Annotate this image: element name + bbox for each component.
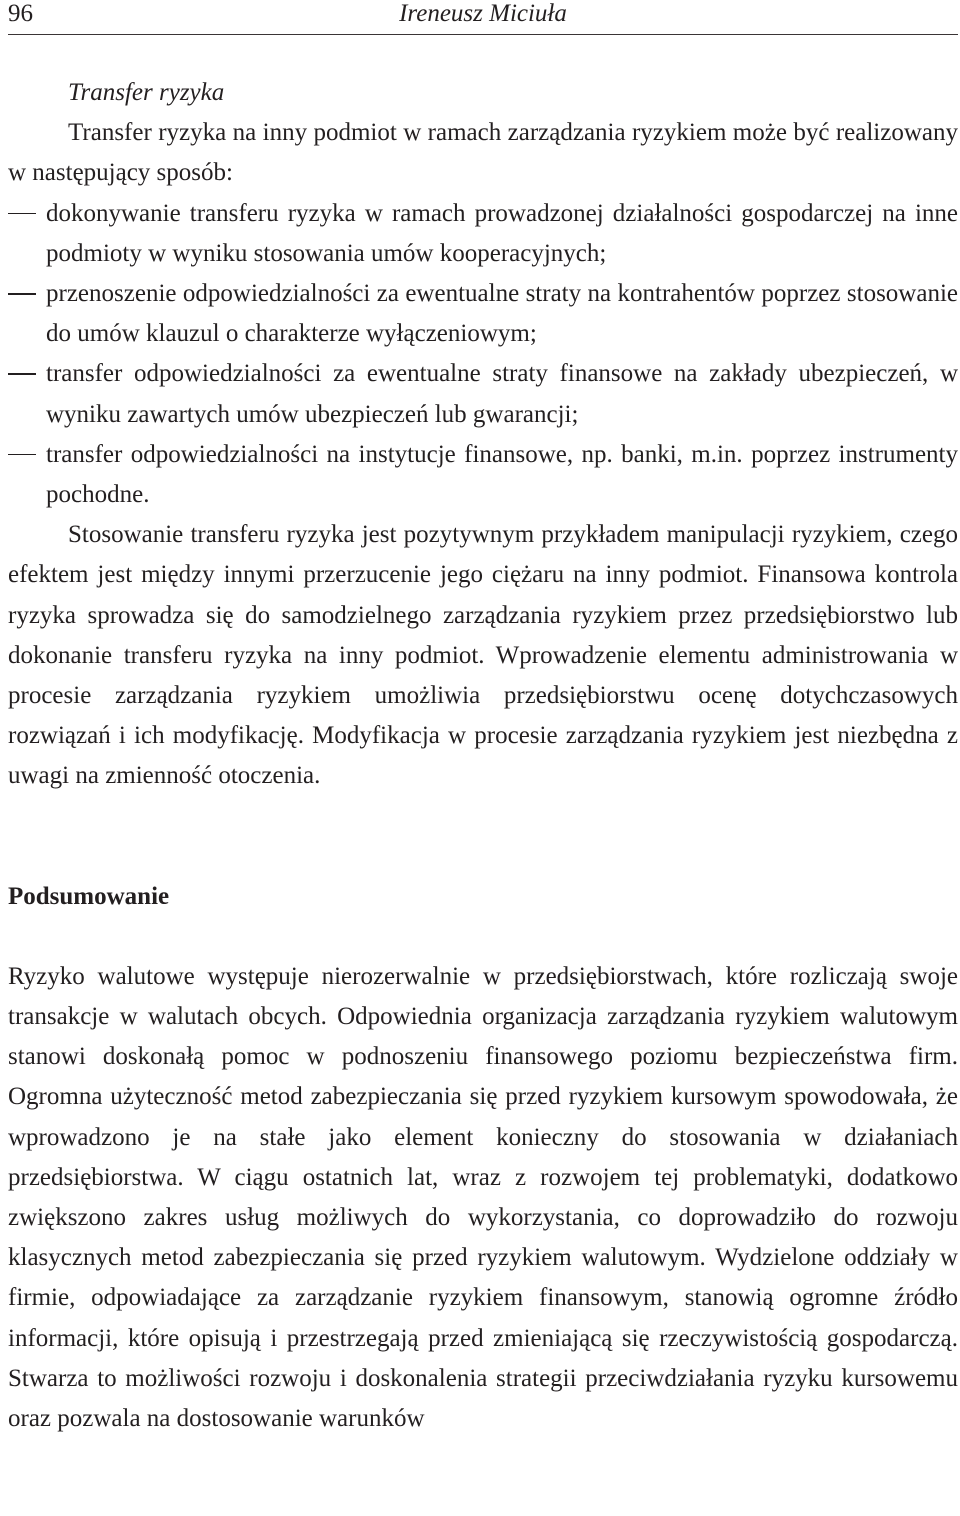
list-item: przenoszenie odpowiedzialności za ewentualne straty na kontrahentów poprzez stosowanie do umów klauzul o charakterze wyłączeniowym; — [8, 274, 958, 354]
page-number: 96 — [8, 0, 33, 27]
page-body — [8, 73, 958, 1439]
running-head-author: Ireneusz Miciuła — [399, 0, 567, 27]
running-head — [8, 0, 958, 35]
summary-paragraph: Ryzyko walutowe występuje nierozerwalnie w przedsiębiorstwach, które rozliczają swoje transakcje w walutach obcych. Odpowiednia organizacja zarządzania ryzykiem walutowym stanowi doskonałą pomoc w podnoszeniu finansowego poziomu bezpieczeństwa firm. Ogromna użyteczność metod zabezpieczania się przed ryzykiem kursowym spowodowała, że wprowadzono je na stałe jako element konieczny do stosowania w działaniach przedsiębiorstwa. W ciągu ostatnich lat, wraz z rozwojem tej problematyki, dodatkowo zwiększono zakres usług możliwych do wykorzystania, co doprowadziło do rozwoju klasycznych metod zabezpieczania się przed ryzykiem walutowym. Wydzielone oddziały w firmie, odpowiadające za zarządzanie ryzykiem finansowym, stanowią ogromne źródło informacji, które opisują i przestrzegają przed zmieniającą się rzeczywistością gospodarczą. Stwarza to możliwości rozwoju i doskonalenia strategii przeciwdziałania ryzyku kursowemu oraz pozwala na dostosowanie warunków — [8, 962, 958, 1433]
subsection-intro: Transfer ryzyka na inny podmiot w ramach zarządzania ryzykiem może być realizowany w następujący sposób: — [8, 119, 958, 187]
list-item: transfer odpowiedzialności za ewentualne straty finansowe na zakłady ubezpieczeń, w wyniku zawartych umów ubezpieczeń lub gwarancji; — [8, 354, 958, 434]
list-item: transfer odpowiedzialności na instytucje finansowe, np. banki, m.in. poprzez instrumenty pochodne. — [8, 435, 958, 515]
section-title: Podsumowanie — [8, 882, 170, 910]
subsection-conclusion: Stosowanie transferu ryzyka jest pozytywnym przykładem manipulacji ryzykiem, czego efektem jest między innymi przerzucenie jego ciężaru na inny podmiot. Finansowa kontrola ryzyka sprowadza się do samodzielnego zarządzania ryzykiem przez przedsiębiorstwo lub dokonanie transferu ryzyka na inny podmiot. Wprowadzenie elementu administrowania w procesie zarządzania ryzykiem umożliwia przedsiębiorstwu ocenę dotychczasowych rozwiązań i ich modyfikację. Modyfikacja w procesie zarządzania ryzykiem jest niezbędna z uwagi na zmienność otoczenia. — [8, 521, 958, 790]
list-item: dokonywanie transferu ryzyka w ramach prowadzonej działalności gospodarczej na inne podmioty w wyniku stosowania umów kooperacyjnych; — [8, 194, 958, 274]
dash-list — [8, 194, 958, 516]
subsection-title: Transfer ryzyka — [68, 79, 225, 106]
